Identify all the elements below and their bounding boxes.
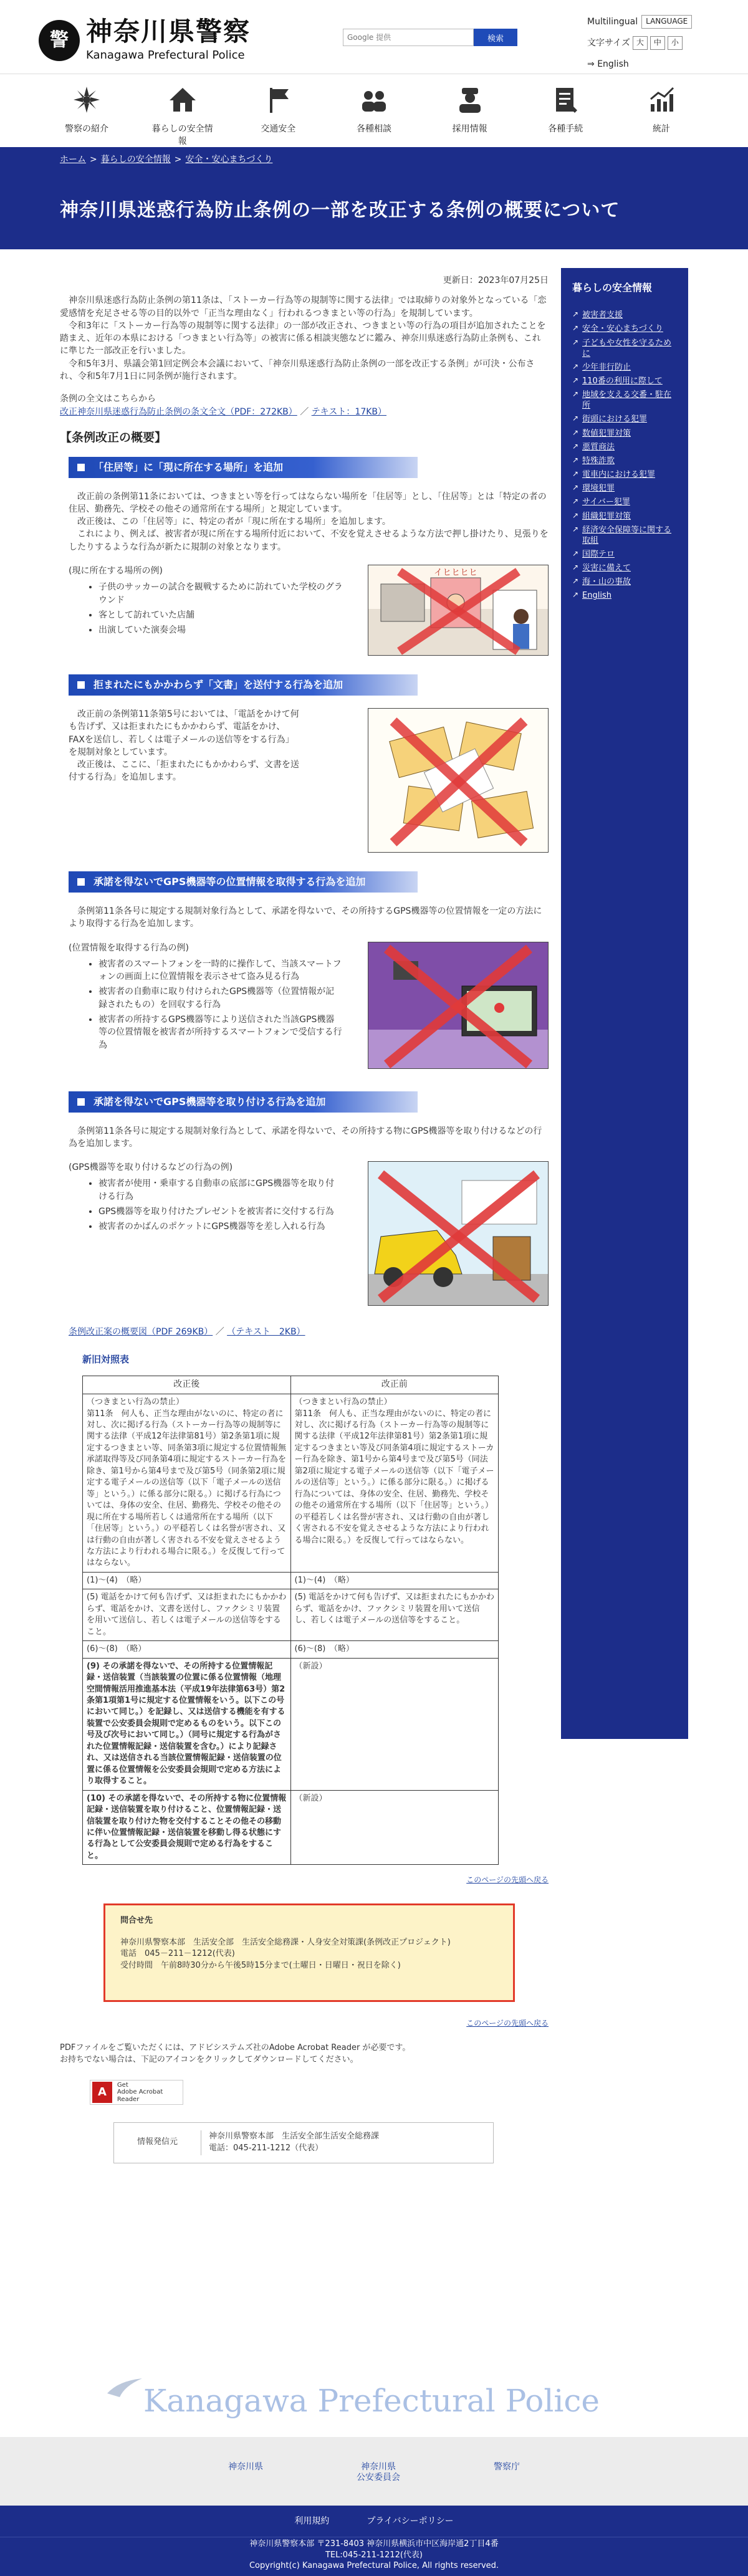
table-cell-before: （新設） [290, 1658, 499, 1790]
sidebar-item-label: 少年非行防止 [582, 362, 631, 372]
gps-car-illustration [368, 1161, 549, 1306]
footer-link-npa[interactable]: 警察庁 [494, 2462, 520, 2472]
list-item: • 被害者のスマートフォンを一時的に操作して、当該スマートフォンの画面上に位置情報を表示させて盗み見る行為 [98, 958, 343, 984]
consultation-icon [360, 85, 388, 114]
site-logo[interactable] [39, 17, 251, 64]
list-item: • 出演していた演奏会場 [98, 624, 343, 636]
sidebar-item[interactable] [572, 376, 677, 386]
sidebar-item[interactable] [572, 414, 677, 424]
list-item: • 子供のサッカーの試合を観戦するために訪れていた学校のグラウンド [98, 581, 343, 606]
table-cell-before: (5) 電話をかけて何も告げず、又は拒まれたにもかかわらず、電話をかけ、ファクシミリ装置を用いて送信し、若しくは電子メールの送信等をすること。 [290, 1589, 499, 1641]
contact-line-1: 神奈川県警察本部 生活安全部 生活安全総務課・人身安全対策課(条例改正プロジェクト) [120, 1937, 451, 1947]
sidebar-item-label: 子どもや女性を守るために [582, 338, 672, 358]
multilingual-label: Multilingual [587, 16, 638, 27]
sidebar-item-label: 被害者支援 [582, 310, 623, 320]
search-input[interactable] [343, 29, 474, 46]
full-text-label: 条例の全文はこちらから [60, 394, 156, 405]
logo-english: Kanagawa Prefectural Police [86, 49, 245, 62]
external-link-icon: ↗ [572, 375, 579, 385]
list-item: • 客として訪れていた店舗 [98, 609, 343, 621]
contact-line-2: 電話 045－211－1212(代表) [120, 1949, 235, 1959]
external-link-icon: ↗ [572, 483, 579, 492]
intro-paragraph-2: 令和3年に「ストーカー行為等の規制等に関する法律」の一部が改正され、つきまとい等の行為の項目が追加されたことを踏まえ、近年の本県における「つきまとい行為等」の被害に係る相談実態などに鑑み、神奈川県迷惑行為防止条例も、これに準じた一部改正を行いました。 [60, 320, 546, 357]
gnav-item-recruit[interactable]: 採用情報 [436, 83, 504, 147]
pdf-note: PDFファイルをご覧いただくには、アドビシステムズ社のAdobe Acrobat Reader が必要です。 お持ちでない場合は、下記のアイコンをクリックしてダウンロードしてください。 [60, 2043, 411, 2064]
gnav-item-procedures[interactable]: 各種手続 [531, 83, 600, 147]
table-caption: 新旧対照表 [82, 1354, 130, 1366]
text-size-label: 文字サイズ [587, 37, 630, 48]
sidebar-item[interactable] [572, 549, 677, 560]
external-link-icon: ↗ [572, 441, 579, 451]
list-item: • 被害者のかばんのポケットにGPS機器等を差し入れる行為 [98, 1220, 343, 1233]
section-2-body-1: 改正前の条例第11条第5号においては、「電話をかけて何も告げず、又は拒まれたにもかかわらず、電話をかけ、FAXを送信し、若しくは電子メールの送信等をする行為」を規制対象としています。 [69, 709, 299, 757]
contact-line-3: 受付時間 午前8時30分から午後5時15分まで(土曜日・日曜日・祝日を除く) [120, 1961, 401, 1971]
arrow-right-icon: ⇒ [587, 59, 598, 69]
page-top-link[interactable]: このページの先頭へ戻る [466, 1875, 549, 1885]
table-cell-after: (10) その承諾を得ないで、その所持する物に位置情報記録・送信装置を取り付けること、位置情報記録・送信装置を取り付けた物を交付することその他その移動に伴い位置情報記録・送信装置を移動し得る状態にする行為として公安委員会規則で定める行為をすること。 [83, 1790, 291, 1865]
table-row [83, 1589, 499, 1641]
section-3-body-1: 条例第11条各号に規定する規制対象行為として、承諾を得ないで、その所持するGPS機器等の位置情報を一定の方法により取得する行為を追加します。 [69, 906, 542, 929]
section-2-heading: 拒まれたにもかかわらず「文書」を送付する行為を追加 [69, 674, 418, 696]
breadcrumb-town[interactable]: 安全・安心まちづくり [185, 155, 273, 165]
sidebar-item[interactable] [572, 338, 677, 359]
acrobat-reader-banner[interactable]: A Get Adobe Acrobat Reader [90, 2080, 183, 2105]
sidebar-item-label: 悪質商法 [582, 442, 615, 452]
breadcrumb: ホーム > 暮らしの安全情報 > 安全・安心まちづくり [60, 155, 273, 165]
external-link-icon: ↗ [572, 497, 579, 506]
section-3-heading: 承諾を得ないでGPS機器等の位置情報を取得する行為を追加 [69, 871, 418, 893]
footer-brand [0, 2375, 748, 2425]
gps-phone-illustration [368, 942, 549, 1069]
breadcrumb-home[interactable]: ホーム [60, 155, 86, 165]
header-tools [587, 14, 692, 77]
footer-address: 神奈川県警察本部 〒231-8403 神奈川県横浜市中区海岸通2丁目4番 TEL:045-211-1212(代表) Copyright(c) Kanagawa Prefectural Police, All rights reserved. [0, 2537, 748, 2576]
list-item: • GPS機器等を取り付けたプレゼントを被害者に交付する行為 [98, 1205, 343, 1218]
summary-text-link[interactable]: （テキスト 2KB） [227, 1327, 305, 1338]
table-cell-before: (6)〜(8) （略） [290, 1641, 499, 1658]
page-title: 神奈川県迷惑行為防止条例の一部を改正する条例の概要について [60, 199, 620, 222]
footer-link-kanagawa[interactable]: 神奈川県 [228, 2462, 263, 2472]
section-1-body-2: 改正後は、この「住居等」に、特定の者が「現に所在する場所」を追加します。 [77, 517, 391, 527]
section-3-examples: (位置情報を取得する行為の例) • 被害者のスマートフォンを一時的に操作して、当該スマートフォンの画面上に位置情報を表示させて盗み見る行為 • 被害者の自動車に取り付けられたGPS機器等（位置情報が記録されたもの）を回収する行為 • 被害者の所持するGPS機器等により送信された当該GPS機器等の位置情報を被害者が所持するスマートフォンで受信する行為 [69, 942, 343, 1069]
sidebar-item[interactable] [572, 428, 677, 439]
list-item: • 被害者の所持するGPS機器等により送信された当該GPS機器等の位置情報を被害者が所持するスマートフォンで受信する行為 [98, 1013, 343, 1051]
info-source-label: 情報発信元 [114, 2130, 201, 2155]
document-icon [551, 85, 580, 114]
sidebar-item-label: 組織犯罪対策 [582, 511, 631, 521]
sidebar-heading: 暮らしの安全情報 [572, 282, 653, 294]
external-link-icon: ↗ [572, 577, 579, 586]
gnav-item-statistics[interactable]: 統計 [627, 83, 696, 147]
sidebar-item-label: 災害に備えて [582, 563, 631, 573]
info-source-line-2: 電話：045-211-1212（代表） [209, 2143, 324, 2153]
sidebar-item-label: 海・山の事故 [582, 577, 631, 587]
title-band [0, 147, 748, 249]
section-2-body-2: 改正後は、ここに、「拒まれたにもかかわらず、文書を送付する行為」を追加します。 [69, 760, 299, 783]
external-link-icon: ↗ [572, 524, 579, 534]
flag-icon [264, 85, 292, 114]
section-1-body-1: 改正前の条例第11条においては、つきまとい等を行ってはならない場所を「住居等」とし、「住居等」とは「特定の者の住居、勤務先、学校その他その通常所在する場所」と規定しています。 [69, 491, 547, 514]
sidebar-item[interactable] [572, 511, 677, 522]
comparison-table [82, 1376, 499, 1865]
footer-nav [0, 2506, 748, 2537]
global-navigation [0, 74, 748, 147]
external-link-icon: ↗ [572, 390, 579, 399]
section-1-examples: (現に所在する場所の例) • 子供のサッカーの試合を観戦するために訪れていた学校のグラウンド • 客として訪れていた店舗 • 出演していた演奏会場 [69, 565, 343, 656]
external-link-icon: ↗ [572, 414, 579, 423]
table-cell-after: (1)〜(4) （略） [83, 1572, 291, 1589]
external-link-icon: ↗ [572, 510, 579, 520]
sidebar-item[interactable] [572, 456, 677, 466]
emblem-icon [72, 85, 101, 114]
bird-logo-icon [106, 2375, 143, 2400]
page-top-link-2[interactable]: このページの先頭へ戻る [466, 2018, 549, 2028]
sidebar-item[interactable] [572, 590, 677, 601]
table-header-before: 改正前 [290, 1376, 499, 1394]
sidebar-item[interactable] [572, 483, 677, 494]
gnav-item-safety[interactable]: 暮らしの安全情報 [148, 83, 217, 147]
footer-brand-english: Kanagawa Prefectural Police [143, 2383, 600, 2419]
info-source-box [113, 2122, 494, 2163]
sidebar-item-label: 電車内における犯罪 [582, 470, 656, 480]
list-item: • 被害者が使用・乗車する自動車の底部にGPS機器等を取り付ける行為 [98, 1177, 343, 1203]
recruit-icon [456, 85, 484, 114]
chart-icon [647, 85, 676, 114]
updated-date: 更新日：2023年07月25日 [443, 275, 549, 285]
sidebar-item-label: 安全・安心まちづくり [582, 324, 663, 334]
site-search [343, 29, 517, 46]
sidebar-item[interactable] [572, 577, 677, 587]
gnav-item-traffic[interactable]: 交通安全 [244, 83, 312, 147]
sidebar-item[interactable] [572, 497, 677, 507]
gnav-item-about[interactable]: 警察の紹介 [52, 83, 121, 147]
footer-links [0, 2437, 748, 2506]
table-row [83, 1790, 499, 1865]
sidebar-item[interactable] [572, 469, 677, 480]
sidebar-item-label: 特殊詐欺 [582, 456, 615, 466]
sidebar-item[interactable] [572, 323, 677, 334]
sidebar-item[interactable] [572, 310, 677, 320]
sidebar-item-label: サイバー犯罪 [582, 497, 630, 507]
section-1-body-3: これにより、例えば、被害者が現に所在する場所付近において、不安を覚えさせるような方法で押し掛けたり、見張りをしたりするような行為が新たに規制の対象となります。 [69, 529, 549, 552]
police-emblem-icon: 警 [39, 20, 80, 61]
sidebar-item[interactable] [572, 390, 677, 411]
sidebar-item[interactable] [572, 362, 677, 373]
external-link-icon: ↗ [572, 337, 579, 347]
table-cell-after: (6)〜(8) （略） [83, 1641, 291, 1658]
section-4-body-1: 条例第11条各号に規定する規制対象行為として、承諾を得ないで、その所持する物にGPS機器等を取り付けるなどの行為を追加します。 [69, 1126, 542, 1149]
table-header-after: 改正後 [83, 1376, 291, 1394]
external-link-icon: ↗ [572, 455, 579, 464]
sidebar-item-label: 街頭における犯罪 [582, 414, 648, 424]
intro-paragraph-3: 令和5年3月、県議会第1回定例会本会議において、「神奈川県迷惑行為防止条例の一部を改正する条例」が可決・公布され、令和5年7月1日に同条例が施行されます。 [60, 358, 535, 382]
sidebar-item-label: 国際テロ [582, 550, 615, 559]
list-item: • 被害者の自動車に取り付けられたGPS機器等（位置情報が記録されたもの）を回収する行為 [98, 985, 343, 1011]
external-link-icon: ↗ [572, 362, 579, 371]
sidebar-item[interactable] [572, 563, 677, 573]
info-source-line-1: 神奈川県警察本部 生活安全部生活安全総務課 [209, 2131, 380, 2141]
gnav-item-consultation[interactable]: 各種相談 [340, 83, 408, 147]
contact-box [103, 1903, 515, 2002]
house-icon [168, 85, 197, 114]
footer-link-commission[interactable]: 神奈川県 公安委員会 [357, 2462, 400, 2483]
main-content: 更新日：2023年07月25日 神奈川県迷惑行為防止条例の第11条は、「ストーカー行為等の規制等に関する法律」では取締りの対象外となっている「恋愛感情を充足させる等の目的以外で「正当な理由なく」行われるつきまとい等の行為」を規制しています。 令和3年に「ストーカー行為等の規制等に関する法律」の一部が改正され、つきまとい等の行為の項目が追加されたことを踏まえ、近年の本県における「つきまとい行為等」の被害に係る相談実態などに鑑み、神奈川県迷惑行為防止条例も、これに準じた一部改正を行いました。 令和5年3月、県議会第1回定例会本会議において、「神奈川県迷惑行為防止条例の一部を改正する条例」が可決・公布され、令和5年7月1日に同条例が施行されます。 条例の全文はこちらから 改正神奈川県迷惑行為防止条例の条文全文（PDF：272KB） ／ テキスト：17KB） 【条例改正の概要】 「住居等」に「現に所在する場所」を追加 改正前の条例第11条においては、つきまとい等を行ってはならない場所を「住居等」とし、「住居等」とは「特定の者の住居、勤務先、学校その他その通常所在する場所」と規定しています。 改正後は、この「住居等」に、特定の者が「現に所在する場所」を追加します。 これにより、例えば、被害者が現に所在する場所付近において、不安を覚えさせるような方法で押し掛けたり、見張りをしたりするような行為が新たに規制の対象となります。 (現に所在する場所の例) • 子供のサッカーの試合を観戦するために訪れていた学校のグラウンド • 客として訪れていた店舗 • 出演していた演奏会場 イヒヒヒヒ 拒まれたにもかかわらず「文書」を送付する行為を追加 改正前の条例第11条第5号においては、「電話をかけて何も告げず、又は拒まれたにもかかわらず、電話をかけ、FAXを送信し、若しくは電子メールの送信等をする行為」を規制対象としています。 改正後は、ここに、「拒まれたにもかかわらず、文書を送付する行為」を追加します。 承諾を得ないでGPS機器等の位置情報を取得する行為を追加 条例第11条各号に規定する規制対象行為として、承諾を得ないで、その所持するGPS機器等の位置情報を一定の方法により取得する行為を追加します。 (位置情報を取得する行為の例) • 被害者のスマートフォンを一時的に操作して、当該スマートフォンの画面上に位置情報を表示させて盗み見る行為 • 被害者の自動車に取り付けられたGPS機器等（位置情報が記録されたもの）を回収する行為 • 被害者の所持するGPS機器等により送信された当該GPS機器等の位置情報を被害者が所持するスマートフォンで受信する行為 承諾を得ないでGPS機器等を取り付ける行為を追加 条例第11条各号に規定する規制対象行為として、承諾を得ないで、その所持する物にGPS機器等を取り付けるなどの行為を追加します。 (GPS機器等を取り付けるなどの行為の例) • 被害者が使用・乗車する自動車の底部にGPS機器等を取り付ける行為 • GPS機器等を取り付けたプレゼントを被害者に交付する行為 • 被害者のかばんのポケットにGPS機器等を差し入れる行為 条例改正案の概要図（PDF 269KB） ／ （テキスト 2KB） 新旧対照表 改正後 改正前 （つきまとい行為の禁止） 第11条 何人も、正当な理由がないのに、特定の者に対し、次に掲げる行為（ストーカー行為等の規制等に関する法律（平成12年法律第81号）第2条第1項に規定するつきまとい等、同条第3項に規定する位置情報無承諾取得等及び同条第4項に規定するストーカー行為を除き、第1号から第4号まで及び第5号（同条第2項に規定する電子メールの送信等（以下「電子メールの送信等」という。）に係る部分に限る。）に掲げる行為については、身体の安全、住居、勤務先、学校その他その現に所在する場所若しくは通常所在する場所（以下「住居等」という。）の平穏若しくは名誉が害され、又は行動の自由が著しく害される不安を覚えさせるような方法により行われる場合に限る。）を反復して行ってはならない。 （つきまとい行為の禁止） 第11条 何人も、正当な理由がないのに、特定の者に対し、次に掲げる行為（ストーカー行為等の規制等に関する法律（平成12年法律第81号）第2条第1項に規定するつきまとい等及び同条第4項に規定するストーカー行為を除き、第1号から第4号まで及び第5号（同法第2項に規定する電子メールの送信等（以下「電子メールの送信等」という。）に係る部分に限る。）に掲げる行為については、身体の安全、住居、勤務先、学校その他その通常所在する場所（以下「住居等」という。）の平穏若しくは名誉が害され、又は行動の自由が著しく害される不安を覚えさせるような方法により行われる場合に限る。）を反復して行ってはならない。 (1)〜(4) （略） (1)〜(4) （略） (5) 電話をかけて何も告げず、又は拒まれたにもかかわらず、電話をかけ、文書を送付し、ファクシミリ装置を用いて送信し、若しくは電子メールの送信等をすること。 (5) 電話をかけて何も告げず、又は拒まれたにもかかわらず、電話をかけ、ファクシミリ装置を用いて送信し、若しくは電子メールの送信等をすること。 (6)〜(8) （略） (6)〜(8) （略） (9) その承諾を得ないで、その所持する位置情報記録・送信装置（当該装置の位置に係る位置情報（地理空間情報活用推進基本法（平成19年法律第63号）第2条第1項第1号に規定する位置情報をいう。以下この号において同じ。）を記録し、又は送信する機能を有する装置で公安委員会規則で定めるものをいう。以下この号及び次号において同じ。）（同号に規定する行為がされた位置情報記録・送信装置を含む。）により記録され、又は送信される当該位置情報記録・送信装置の位置に係る位置情報を公安委員会規則で定める方法により取得すること。 （新設） (10) その承諾を得ないで、その所持する物に位置情報記録・送信装置を取り付けること、位置情報記録・送信装置を取り付けた物を交付することその他その移動に伴い位置情報記録・送信装置を移動し得る状態にする行為として公安委員会規則で定める行為をすること。 （新設） このページの先頭へ戻る 問合せ先 神奈川県警察本部 生活安全部 生活安全総務課・人身安全対策課(条例改正プロジェクト) 電話 045－211－1212(代表) 受付時間 午前8時30分から午後5時15分まで(土曜日・日曜日・祝日を除く) このページの先頭へ戻る PDFファイルをご覧いただくには、アドビシステムズ社のAdobe Acrobat Reader が必要です。 お持ちでない場合は、下記のアイコンをクリックしてダウンロードしてください。 A Get Adobe Acrobat Reader 情報発信元 神奈川県警察本部 生活安全部生活安全総務課 電話：045-211-1212（代表） [60, 274, 549, 2163]
text-size-medium-button[interactable]: 中 [650, 36, 665, 50]
sidebar-item[interactable] [572, 442, 677, 452]
external-link-icon: ↗ [572, 563, 579, 572]
sidebar-item-label: 数値犯罪対策 [582, 428, 631, 438]
terms-link[interactable]: 利用規約 [294, 2516, 330, 2526]
sidebar-item[interactable] [572, 525, 677, 546]
language-button[interactable]: LANGUAGE [641, 15, 692, 28]
table-row [83, 1572, 499, 1589]
summary-pdf-link[interactable]: 条例改正案の概要図（PDF 269KB） [69, 1327, 213, 1338]
text-size-large-button[interactable]: 大 [633, 36, 648, 50]
table-cell-before: （つきまとい行為の禁止） 第11条 何人も、正当な理由がないのに、特定の者に対し、次に掲げる行為（ストーカー行為等の規制等に関する法律（平成12年法律第81号）第2条第1項に規定するつきまとい等及び同条第4項に規定するストーカー行為を除き、第1号から第4号まで及び第5号（同法第2項に規定する電子メールの送信等（以下「電子メールの送信等」という。）に係る部分に限る。）に掲げる行為については、身体の安全、住居、勤務先、学校その他その通常所在する場所（以下「住居等」という。）の平穏若しくは名誉が害され、又は行動の自由が著しく害される不安を覚えさせるような方法により行われる場合に限る。）を反復して行ってはならない。 [290, 1394, 499, 1573]
text-size-small-button[interactable]: 小 [668, 36, 683, 50]
table-cell-after: （つきまとい行為の禁止） 第11条 何人も、正当な理由がないのに、特定の者に対し、次に掲げる行為（ストーカー行為等の規制等に関する法律（平成12年法律第81号）第2条第1項に規定するつきまとい等、同条第3項に規定する位置情報無承諾取得等及び同条第4項に規定するストーカー行為を除き、第1号から第4号まで及び第5号（同条第2項に規定する電子メールの送信等（以下「電子メールの送信等」という。）に係る部分に限る。）に掲げる行為については、身体の安全、住居、勤務先、学校その他その現に所在する場所若しくは通常所在する場所（以下「住居等」という。）の平穏若しくは名誉が害され、又は行動の自由が著しく害される不安を覚えさせるような方法により行われる場合に限る。）を反復して行ってはならない。 [83, 1394, 291, 1573]
acrobat-icon: A [92, 2082, 112, 2103]
sidebar-item-label: 110番の利用に際して [582, 376, 663, 386]
sidebar-item-label: English [582, 591, 611, 601]
sidebar-item-label: 環境犯罪 [582, 484, 615, 494]
content-wrapper [0, 249, 748, 2368]
stalking-illustration [368, 565, 549, 656]
table-row [83, 1658, 499, 1790]
external-link-icon: ↗ [572, 549, 579, 558]
section-4-heading: 承諾を得ないでGPS機器等を取り付ける行為を追加 [69, 1091, 418, 1113]
site-header [0, 0, 748, 74]
table-row [83, 1394, 499, 1573]
sidebar [561, 268, 688, 1739]
search-button[interactable]: 検索 [474, 29, 517, 46]
external-link-icon: ↗ [572, 428, 579, 437]
sidebar-item-label: 経済安全保障等に関する取組 [582, 525, 672, 545]
table-cell-after: (5) 電話をかけて何も告げず、又は拒まれたにもかかわらず、電話をかけ、文書を送付し、ファクシミリ装置を用いて送信し、若しくは電子メールの送信等をすること。 [83, 1589, 291, 1641]
external-link-icon: ↗ [572, 469, 579, 479]
english-link[interactable]: English [597, 59, 629, 69]
intro-paragraph-1: 神奈川県迷惑行為防止条例の第11条は、「ストーカー行為等の規制等に関する法律」では取締りの対象外となっている「恋愛感情を充足させる等の目的以外で「正当な理由なく」行われるつきまとい等の行為」を規制しています。 [60, 295, 547, 318]
copyright: Copyright(c) Kanagawa Prefectural Police, All rights reserved. [249, 2561, 499, 2571]
svg-text:イヒヒヒヒ: イヒヒヒヒ [434, 568, 477, 578]
logo-japanese: 神奈川県警察 [86, 16, 251, 47]
section-1-heading: 「住居等」に「現に所在する場所」を追加 [69, 457, 418, 478]
privacy-link[interactable]: プライバシーポリシー [367, 2516, 454, 2526]
table-row [83, 1641, 499, 1658]
sidebar-item-label: 地域を支える交番・駐在所 [582, 390, 672, 411]
table-cell-before: (1)〜(4) （略） [290, 1572, 499, 1589]
section-4-examples: (GPS機器等を取り付けるなどの行為の例) • 被害者が使用・乗車する自動車の底部にGPS機器等を取り付ける行為 • GPS機器等を取り付けたプレゼントを被害者に交付する行為 • 被害者のかばんのポケットにGPS機器等を差し入れる行為 [69, 1161, 343, 1306]
full-text-pdf-link[interactable]: 改正神奈川県迷惑行為防止条例の条文全文（PDF：272KB） [60, 406, 297, 417]
contact-heading: 問合せ先 [120, 1915, 153, 1925]
breadcrumb-safety[interactable]: 暮らしの安全情報 [100, 155, 171, 165]
letters-illustration [368, 708, 549, 853]
table-cell-before: （新設） [290, 1790, 499, 1865]
external-link-icon: ↗ [572, 590, 579, 600]
external-link-icon: ↗ [572, 310, 579, 319]
table-cell-after: (9) その承諾を得ないで、その所持する位置情報記録・送信装置（当該装置の位置に係る位置情報（地理空間情報活用推進基本法（平成19年法律第63号）第2条第1項第1号に規定する位置情報をいう。以下この号において同じ。）を記録し、又は送信する機能を有する装置で公安委員会規則で定めるものをいう。以下この号及び次号において同じ。）（同号に規定する行為がされた位置情報記録・送信装置を含む。）により記録され、又は送信される当該位置情報記録・送信装置の位置に係る位置情報を公安委員会規則で定める方法により取得すること。 [83, 1658, 291, 1790]
overview-heading: 【条例改正の概要】 [60, 430, 167, 444]
external-link-icon: ↗ [572, 323, 579, 333]
full-text-text-link[interactable]: テキスト：17KB） [311, 406, 387, 417]
